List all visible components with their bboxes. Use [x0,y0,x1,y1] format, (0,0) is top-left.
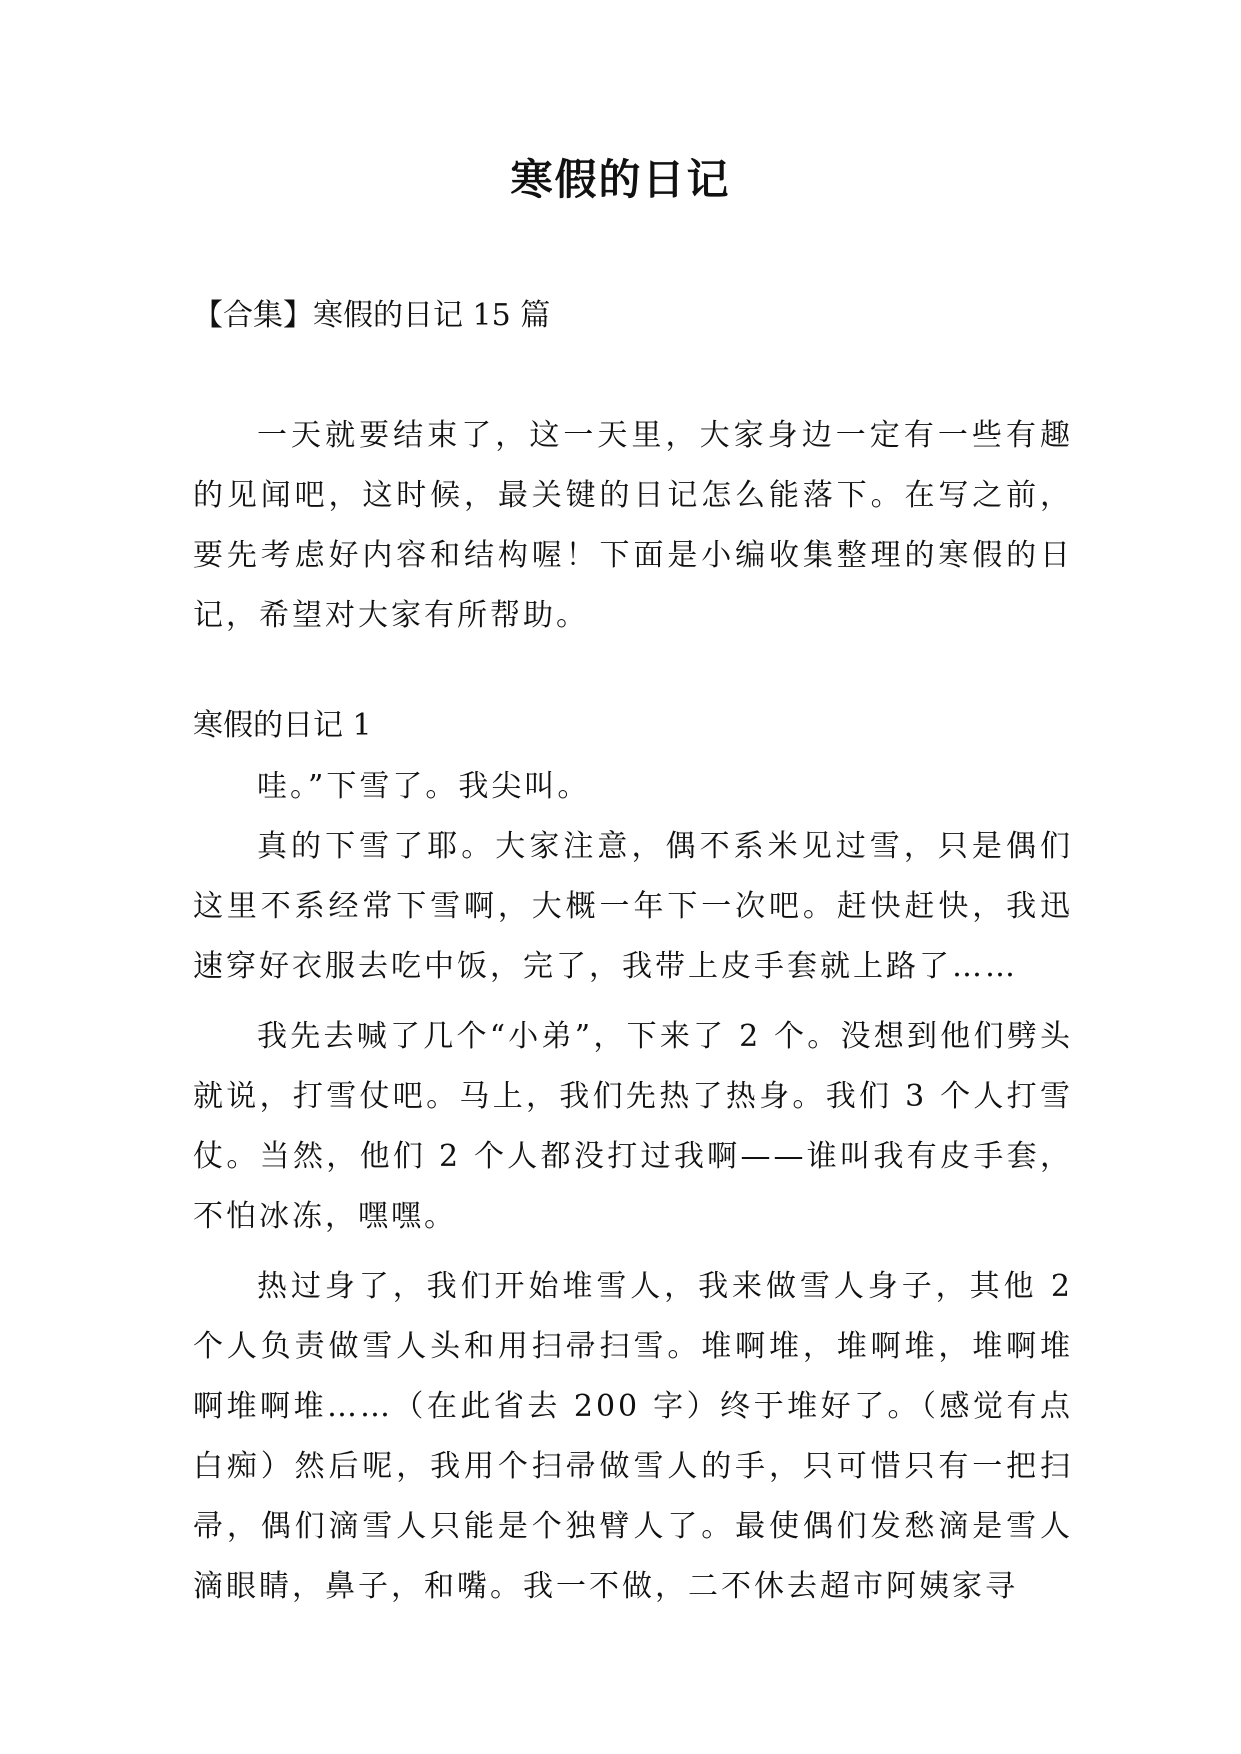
intro-block [193,406,1073,646]
diary-paragraph: 热过身了，我们开始堆雪人，我来做雪人身子，其他 2 个人负责做雪人头和用扫帚扫雪。堆啊堆，堆啊堆，堆啊堆啊堆啊堆……（在此省去 200 字）终于堆好了。（感觉有点白痴）然后呢，我用个扫帚做雪人的手，只可惜只有一把扫帚，偶们滴雪人只能是个独臂人了。最使偶们发愁滴是雪人滴眼睛，鼻子，和嘴。我一不做，二不休去超市阿姨家寻 [193,1269,1073,1604]
diary-paragraph: 真的下雪了耶。大家注意，偶不系米见过雪，只是偶们这里不系经常下雪啊，大概一年下一次吧。赶快赶快，我迅速穿好衣服去吃中饭，完了，我带上皮手套就上路了…… [193,829,1073,984]
document-subtitle: 【合集】寒假的日记 15 篇 [193,298,551,333]
diary-body [193,757,1073,1617]
document-title: 寒假的日记 [510,155,731,204]
diary-paragraph: 哇。”下雪了。我尖叫。 [257,769,591,804]
section-heading: 寒假的日记 1 [193,708,372,743]
intro-paragraph: 一天就要结束了，这一天里，大家身边一定有一些有趣的见闻吧，这时候，最关键的日记怎么能落下。在写之前，要先考虑好内容和结构喔！下面是小编收集整理的寒假的日记，希望对大家有所帮助。 [193,418,1073,633]
diary-paragraph: 我先去喊了几个“小弟”，下来了 2 个。没想到他们劈头就说，打雪仗吧。马上，我们先热了热身。我们 3 个人打雪仗。当然，他们 2 个人都没打过我啊——谁叫我有皮手套，不怕冰冻，嘿嘿。 [193,1019,1073,1234]
